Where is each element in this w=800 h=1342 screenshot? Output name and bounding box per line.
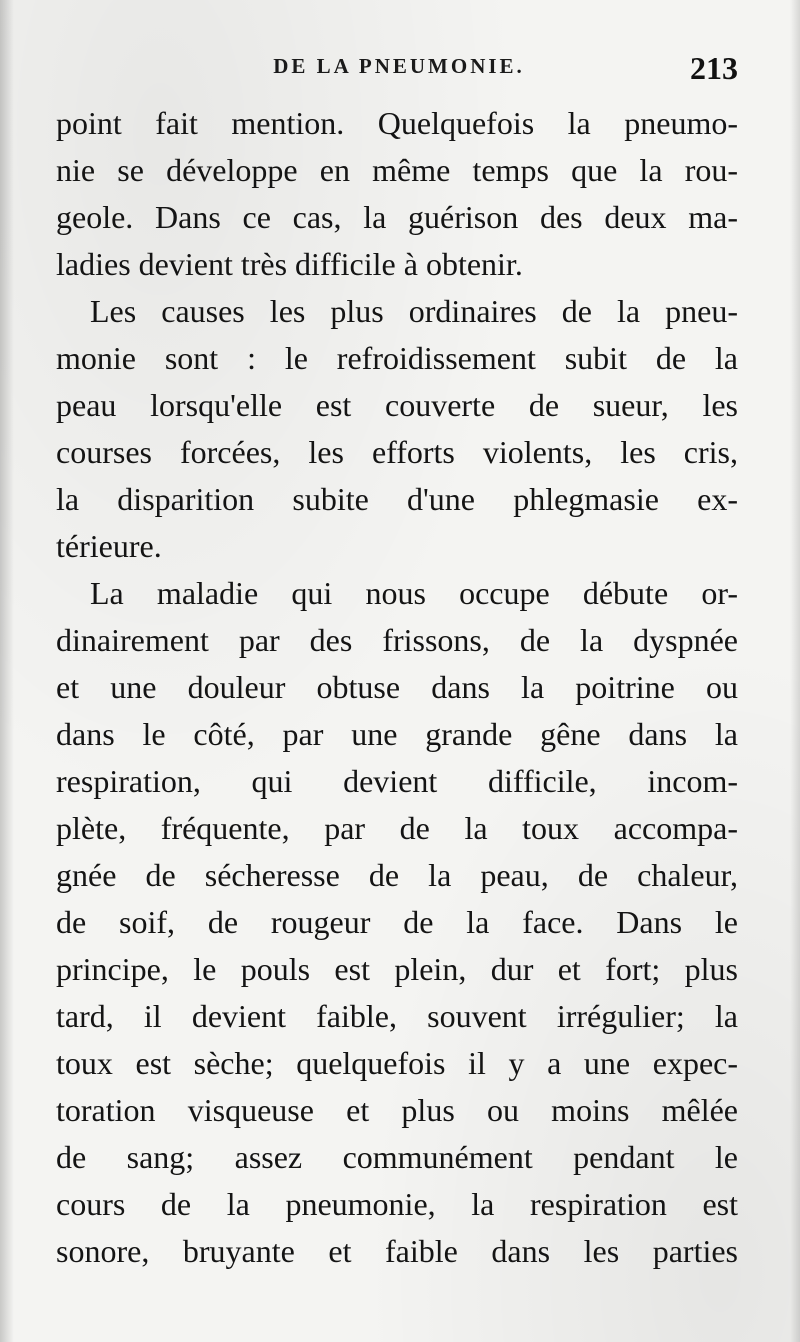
text-line: et une douleur obtuse dans la poitrine ou (56, 669, 738, 705)
text-line: tard, il devient faible, souvent irrégulier; la (56, 998, 738, 1034)
text-line: sonore, bruyante et faible dans les parties (56, 1233, 738, 1269)
text-line: point fait mention. Quelquefois la pneumo- (56, 105, 738, 141)
text-line: de sang; assez communément pendant le (56, 1139, 738, 1175)
text-line: gnée de sécheresse de la peau, de chaleur, (56, 857, 738, 893)
text-line: principe, le pouls est plein, dur et fort; plus (56, 951, 738, 987)
text-line: dinairement par des frissons, de la dyspnée (56, 622, 738, 658)
text-line: Les causes les plus ordinaires de la pneu- (90, 293, 738, 329)
body-text (56, 100, 738, 1275)
text-line: monie sont : le refroidissement subit de la (56, 340, 738, 376)
page-edge-shadow (790, 0, 800, 1342)
page-gutter-shadow (0, 0, 14, 1342)
running-head: DE LA PNEUMONIE. (273, 54, 525, 78)
text-line: toration visqueuse et plus ou moins mêlée (56, 1092, 738, 1128)
text-line: toux est sèche; quelquefois il y a une expec- (56, 1045, 738, 1081)
text-line: plète, fréquente, par de la toux accompa- (56, 810, 738, 846)
text-line: la disparition subite d'une phlegmasie ex- (56, 481, 738, 517)
text-line: La maladie qui nous occupe débute or- (90, 575, 738, 611)
text-line: dans le côté, par une grande gêne dans la (56, 716, 738, 752)
text-line: geole. Dans ce cas, la guérison des deux ma- (56, 199, 738, 235)
text-line: courses forcées, les efforts violents, les cris, (56, 434, 738, 470)
text-line: respiration, qui devient difficile, incom- (56, 763, 738, 799)
page-number: 213 (690, 50, 738, 86)
text-line: peau lorsqu'elle est couverte de sueur, les (56, 387, 738, 423)
text-line: térieure. (56, 528, 162, 564)
text-line: de soif, de rougeur de la face. Dans le (56, 904, 738, 940)
text-line: nie se développe en même temps que la rou- (56, 152, 738, 188)
page-header (54, 50, 744, 86)
text-line: cours de la pneumonie, la respiration est (56, 1186, 738, 1222)
text-line: ladies devient très difficile à obtenir. (56, 246, 523, 282)
